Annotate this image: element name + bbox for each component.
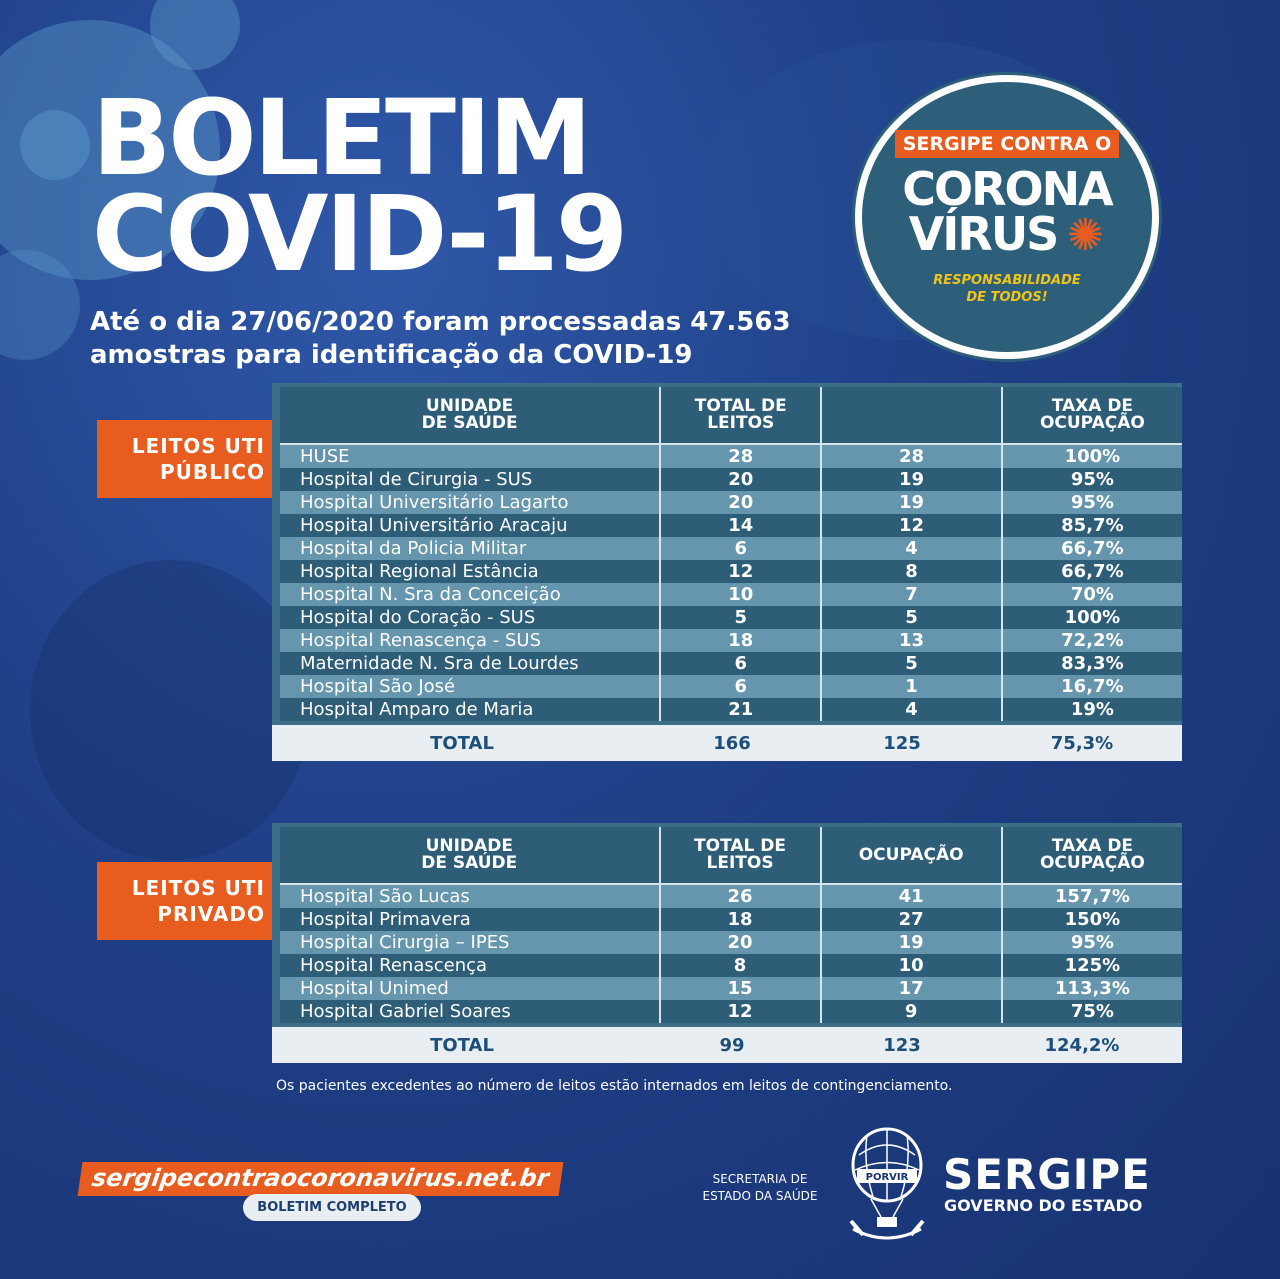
secretaria-label <box>690 1171 830 1205</box>
public-tag-line-2: PÚBLICO <box>159 460 265 484</box>
beds-total: 15 <box>660 977 821 1000</box>
beds-occupied: 7 <box>821 583 1002 606</box>
table-row <box>280 583 1182 606</box>
unit-name: Hospital Renascença - SUS <box>280 629 660 652</box>
title-line-2: COVID-19 <box>92 173 626 295</box>
beds-occupied: 41 <box>821 884 1002 908</box>
total-rate: 75,3% <box>1050 732 1114 754</box>
private-icu-tag <box>97 862 273 940</box>
col-unit-l2: DE SAÚDE <box>421 413 518 433</box>
unit-name: Hospital Cirurgia – IPES <box>280 931 660 954</box>
badge-virus: VÍRUS <box>908 207 1058 261</box>
total-beds: 166 <box>713 732 751 754</box>
beds-total: 12 <box>660 1000 821 1023</box>
beds-occupied: 9 <box>821 1000 1002 1023</box>
occupancy-rate: 100% <box>1002 606 1182 629</box>
total-label: TOTAL <box>430 732 494 754</box>
table-row <box>280 560 1182 583</box>
unit-name: Hospital Renascença <box>280 954 660 977</box>
occupancy-rate: 113,3% <box>1002 977 1182 1000</box>
occupancy-rate: 85,7% <box>1002 514 1182 537</box>
occupancy-rate: 150% <box>1002 908 1182 931</box>
beds-occupied: 19 <box>821 491 1002 514</box>
total-occupancy: 123 <box>883 1034 921 1056</box>
beds-occupied: 8 <box>821 560 1002 583</box>
background-shape <box>30 560 310 860</box>
subtitle-line-2: amostras para identificação da COVID-19 <box>90 340 693 370</box>
beds-total: 20 <box>660 931 821 954</box>
sergipe-logo-text: SERGIPE <box>943 1150 1151 1199</box>
beds-occupied: 5 <box>821 606 1002 629</box>
beds-total: 6 <box>660 675 821 698</box>
beds-total: 18 <box>660 629 821 652</box>
occupancy-rate: 70% <box>1002 583 1182 606</box>
state-crest-icon <box>843 1125 931 1250</box>
table-row <box>280 698 1182 721</box>
table-row <box>280 977 1182 1000</box>
beds-total: 20 <box>660 491 821 514</box>
table-row <box>280 514 1182 537</box>
col-unit-l2: DE SAÚDE <box>421 853 518 873</box>
table-row <box>280 652 1182 675</box>
footnote: Os pacientes excedentes ao número de leitos estão internados em leitos de contingenciamento. <box>276 1078 953 1094</box>
occupancy-rate: 66,7% <box>1002 537 1182 560</box>
unit-name: Hospital Universitário Lagarto <box>280 491 660 514</box>
unit-name: Maternidade N. Sra de Lourdes <box>280 652 660 675</box>
occupancy-rate: 95% <box>1002 931 1182 954</box>
beds-occupied: 5 <box>821 652 1002 675</box>
public-tag-line-1: LEITOS UTI <box>131 434 265 458</box>
table-row <box>280 606 1182 629</box>
beds-total: 14 <box>660 514 821 537</box>
occupancy-rate: 66,7% <box>1002 560 1182 583</box>
table-row <box>280 954 1182 977</box>
col-total-l1: TOTAL DE <box>694 836 787 856</box>
private-table-body <box>280 884 1182 1023</box>
occupancy-rate: 83,3% <box>1002 652 1182 675</box>
col-rate <box>1002 827 1182 884</box>
beds-occupied: 12 <box>821 514 1002 537</box>
unit-name: Hospital N. Sra da Conceição <box>280 583 660 606</box>
beds-occupied: 28 <box>821 444 1002 468</box>
table-row <box>280 537 1182 560</box>
private-icu-table <box>272 823 1182 1063</box>
col-occupancy <box>821 387 1002 444</box>
title-line-1: BOLETIM <box>92 77 590 199</box>
occupancy-rate: 125% <box>1002 954 1182 977</box>
badge-corona: CORONA <box>902 162 1112 216</box>
public-icu-table <box>272 383 1182 761</box>
beds-total: 18 <box>660 908 821 931</box>
col-occupancy: OCUPAÇÃO <box>821 827 1002 884</box>
table-row <box>280 444 1182 468</box>
virus-decoration <box>20 110 90 180</box>
col-rate-l2: OCUPAÇÃO <box>1039 853 1145 873</box>
subtitle <box>90 306 791 372</box>
unit-name: Hospital da Policia Militar <box>280 537 660 560</box>
unit-name: Hospital Universitário Aracaju <box>280 514 660 537</box>
beds-total: 20 <box>660 468 821 491</box>
table-row <box>280 675 1182 698</box>
private-tag-line-1: LEITOS UTI <box>131 876 265 900</box>
unit-name: Hospital do Coração - SUS <box>280 606 660 629</box>
col-rate <box>1002 387 1182 444</box>
col-unit-l1: UNIDADE <box>425 836 513 856</box>
beds-total: 6 <box>660 652 821 675</box>
unit-name: Hospital Amparo de Maria <box>280 698 660 721</box>
virus-icon: ✺ <box>1067 210 1104 261</box>
col-unit-l1: UNIDADE <box>425 396 514 416</box>
occupancy-rate: 16,7% <box>1002 675 1182 698</box>
table-row <box>280 468 1182 491</box>
table-row <box>280 491 1182 514</box>
col-rate-l2: OCUPAÇÃO <box>1039 413 1145 433</box>
page-title <box>92 77 626 295</box>
beds-occupied: 4 <box>821 537 1002 560</box>
unit-name: Hospital São José <box>280 675 660 698</box>
beds-occupied: 17 <box>821 977 1002 1000</box>
badge-slogan-line-2: DE TODOS! <box>966 290 1048 305</box>
public-icu-tag <box>97 420 273 498</box>
svg-text:PORVIR: PORVIR <box>865 1172 909 1183</box>
table-row <box>280 629 1182 652</box>
col-rate-l1: TAXA DE <box>1051 396 1134 416</box>
beds-occupied: 19 <box>821 468 1002 491</box>
beds-total: 10 <box>660 583 821 606</box>
unit-name: Hospital São Lucas <box>280 884 660 908</box>
beds-occupied: 10 <box>821 954 1002 977</box>
occupancy-rate: 75% <box>1002 1000 1182 1023</box>
occupancy-rate: 95% <box>1002 491 1182 514</box>
public-total-row <box>272 725 1182 761</box>
occupancy-rate: 19% <box>1002 698 1182 721</box>
occupancy-rate: 72,2% <box>1002 629 1182 652</box>
occupancy-rate: 157,7% <box>1002 884 1182 908</box>
private-total-row <box>272 1027 1182 1063</box>
unit-name: Hospital Primavera <box>280 908 660 931</box>
badge-banner: SERGIPE CONTRA O <box>895 130 1119 158</box>
table-row <box>280 884 1182 908</box>
beds-occupied: 27 <box>821 908 1002 931</box>
unit-name: HUSE <box>280 444 660 468</box>
table-row <box>280 1000 1182 1023</box>
beds-total: 12 <box>660 560 821 583</box>
col-total <box>660 387 821 444</box>
occupancy-rate: 95% <box>1002 468 1182 491</box>
unit-name: Hospital Unimed <box>280 977 660 1000</box>
beds-total: 8 <box>660 954 821 977</box>
col-total-l2: LEITOS <box>707 413 775 433</box>
total-beds: 99 <box>719 1034 745 1056</box>
website-link[interactable]: sergipecontraocoronavirus.net.br <box>78 1162 563 1196</box>
secretaria-line-1: SECRETARIA DE <box>712 1172 808 1186</box>
beds-total: 26 <box>660 884 821 908</box>
private-tag-line-2: PRIVADO <box>157 902 265 926</box>
col-total <box>660 827 821 884</box>
col-rate-l1: TAXA DE <box>1051 836 1134 856</box>
col-total-l2: LEITOS <box>706 853 774 873</box>
col-unit <box>280 827 660 884</box>
campaign-badge <box>855 75 1159 359</box>
beds-total: 6 <box>660 537 821 560</box>
beds-total: 28 <box>660 444 821 468</box>
full-bulletin-button[interactable]: BOLETIM COMPLETO <box>243 1194 421 1221</box>
beds-occupied: 19 <box>821 931 1002 954</box>
government-label: GOVERNO DO ESTADO <box>944 1196 1143 1215</box>
beds-occupied: 4 <box>821 698 1002 721</box>
total-label: TOTAL <box>430 1034 494 1056</box>
table-row <box>280 908 1182 931</box>
public-table-body <box>280 444 1182 721</box>
secretaria-line-2: ESTADO DA SAÚDE <box>702 1189 818 1203</box>
col-unit <box>280 387 660 444</box>
badge-slogan-line-1: RESPONSABILIDADE <box>933 273 1081 288</box>
unit-name: Hospital Regional Estância <box>280 560 660 583</box>
beds-occupied: 1 <box>821 675 1002 698</box>
table-row <box>280 931 1182 954</box>
beds-total: 21 <box>660 698 821 721</box>
total-rate: 124,2% <box>1044 1034 1120 1056</box>
beds-total: 5 <box>660 606 821 629</box>
total-occupancy: 125 <box>883 732 921 754</box>
col-total-l1: TOTAL DE <box>694 396 787 416</box>
unit-name: Hospital de Cirurgia - SUS <box>280 468 660 491</box>
unit-name: Hospital Gabriel Soares <box>280 1000 660 1023</box>
badge-slogan <box>862 272 1152 306</box>
beds-occupied: 13 <box>821 629 1002 652</box>
subtitle-line-1: Até o dia 27/06/2020 foram processadas 47.563 <box>90 307 791 337</box>
occupancy-rate: 100% <box>1002 444 1182 468</box>
